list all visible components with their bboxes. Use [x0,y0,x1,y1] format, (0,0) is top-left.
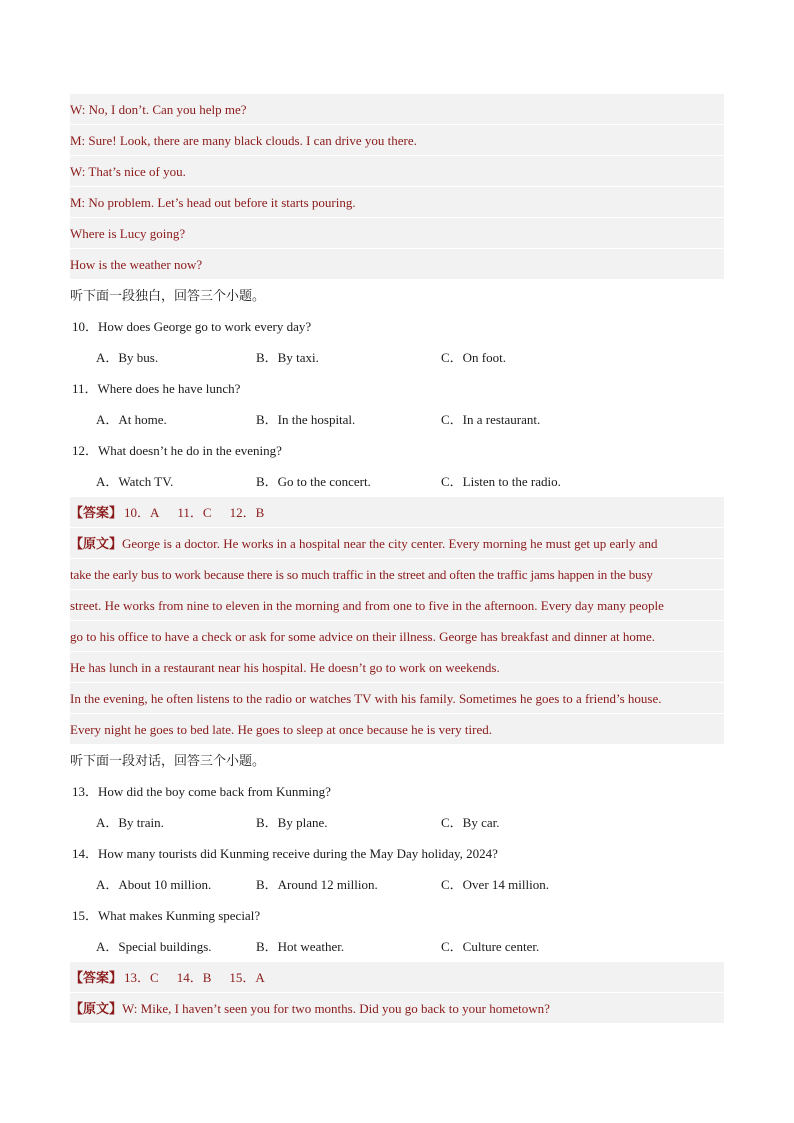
script-line: He has lunch in a restaurant near his hospital. He doesn’t go to work on weekends. [70,652,724,683]
script-tag: 【原文】 [70,536,123,551]
script-line: street. He works from nine to eleven in the morning and from one to five in the afternoon. Every day many people [70,590,724,621]
script-line: In the evening, he often listens to the radio or watches TV with his family. Sometimes he goes to a friend’s house. [70,683,724,714]
answer-tag: 【答案】 [70,970,123,985]
option-c: C．By car. [441,815,500,830]
options-14 [70,869,724,900]
option-a: A．About 10 million. [96,877,212,892]
option-a: A．By train. [96,815,164,830]
option-a: A．By bus. [96,350,159,365]
answer-15: 15．A [229,970,265,985]
option-b: B．Hot weather. [256,939,345,954]
options-11 [70,404,724,435]
answer-13: 13．C [124,970,159,985]
question-10: 10．How does George go to work every day? [72,319,312,334]
option-c: C．Culture center. [441,939,540,954]
options-13 [70,807,724,838]
dialog-line: W: That’s nice of you. [70,156,724,187]
question-15: 15．What makes Kunming special? [72,908,261,923]
document-page [70,94,724,1024]
question-13: 13．How did the boy come back from Kunming? [72,784,331,799]
script-text: W: Mike, I haven’t seen you for two months. Did you go back to your hometown? [122,1001,550,1016]
script-text: George is a doctor. He works in a hospital near the city center. Every morning he must get up early and [122,536,658,551]
option-a: A．At home. [96,412,167,427]
option-b: B．In the hospital. [256,412,356,427]
dialog-line: M: No problem. Let’s head out before it starts pouring. [70,187,724,218]
script-line [70,993,724,1024]
option-b: B．By taxi. [256,350,319,365]
option-a: A．Watch TV. [96,474,174,489]
answer-10: 10．A [124,505,160,520]
option-c: C．In a restaurant. [441,412,541,427]
script-line: Every night he goes to bed late. He goes to sleep at once because he is very tired. [70,714,724,745]
options-15 [70,931,724,962]
dialog-line: M: Sure! Look, there are many black clouds. I can drive you there. [70,125,724,156]
dialog-question: How is the weather now? [70,249,724,280]
option-c: C．Over 14 million. [441,877,549,892]
answer-line [70,962,724,993]
dialog-line: W: No, I don’t. Can you help me? [70,94,724,125]
dialog-question: Where is Lucy going? [70,218,724,249]
script-line [70,528,724,559]
section-instruction: 听下面一段独白，回答三个小题。 [70,288,266,303]
options-10 [70,342,724,373]
section-instruction: 听下面一段对话，回答三个小题。 [70,753,266,768]
option-a: A．Special buildings. [96,939,212,954]
script-tag: 【原文】 [70,1001,123,1016]
options-12 [70,466,724,497]
option-c: C．On foot. [441,350,507,365]
option-c: C．Listen to the radio. [441,474,561,489]
answer-14: 14．B [176,970,212,985]
answer-12: 12．B [229,505,265,520]
answer-line [70,497,724,528]
script-line: go to his office to have a check or ask for some advice on their illness. George has breakfast and dinner at home. [70,621,724,652]
answer-tag: 【答案】 [70,505,123,520]
answer-11: 11．C [177,505,212,520]
question-14: 14．How many tourists did Kunming receive during the May Day holiday, 2024? [72,846,498,861]
option-b: B．By plane. [256,815,328,830]
question-11: 11．Where does he have lunch? [72,381,241,396]
question-12: 12．What doesn’t he do in the evening? [72,443,282,458]
option-b: B．Around 12 million. [256,877,378,892]
option-b: B．Go to the concert. [256,474,371,489]
script-line: take the early bus to work because there is so much traffic in the street and often the traffic jams happen in the busy [70,559,724,590]
